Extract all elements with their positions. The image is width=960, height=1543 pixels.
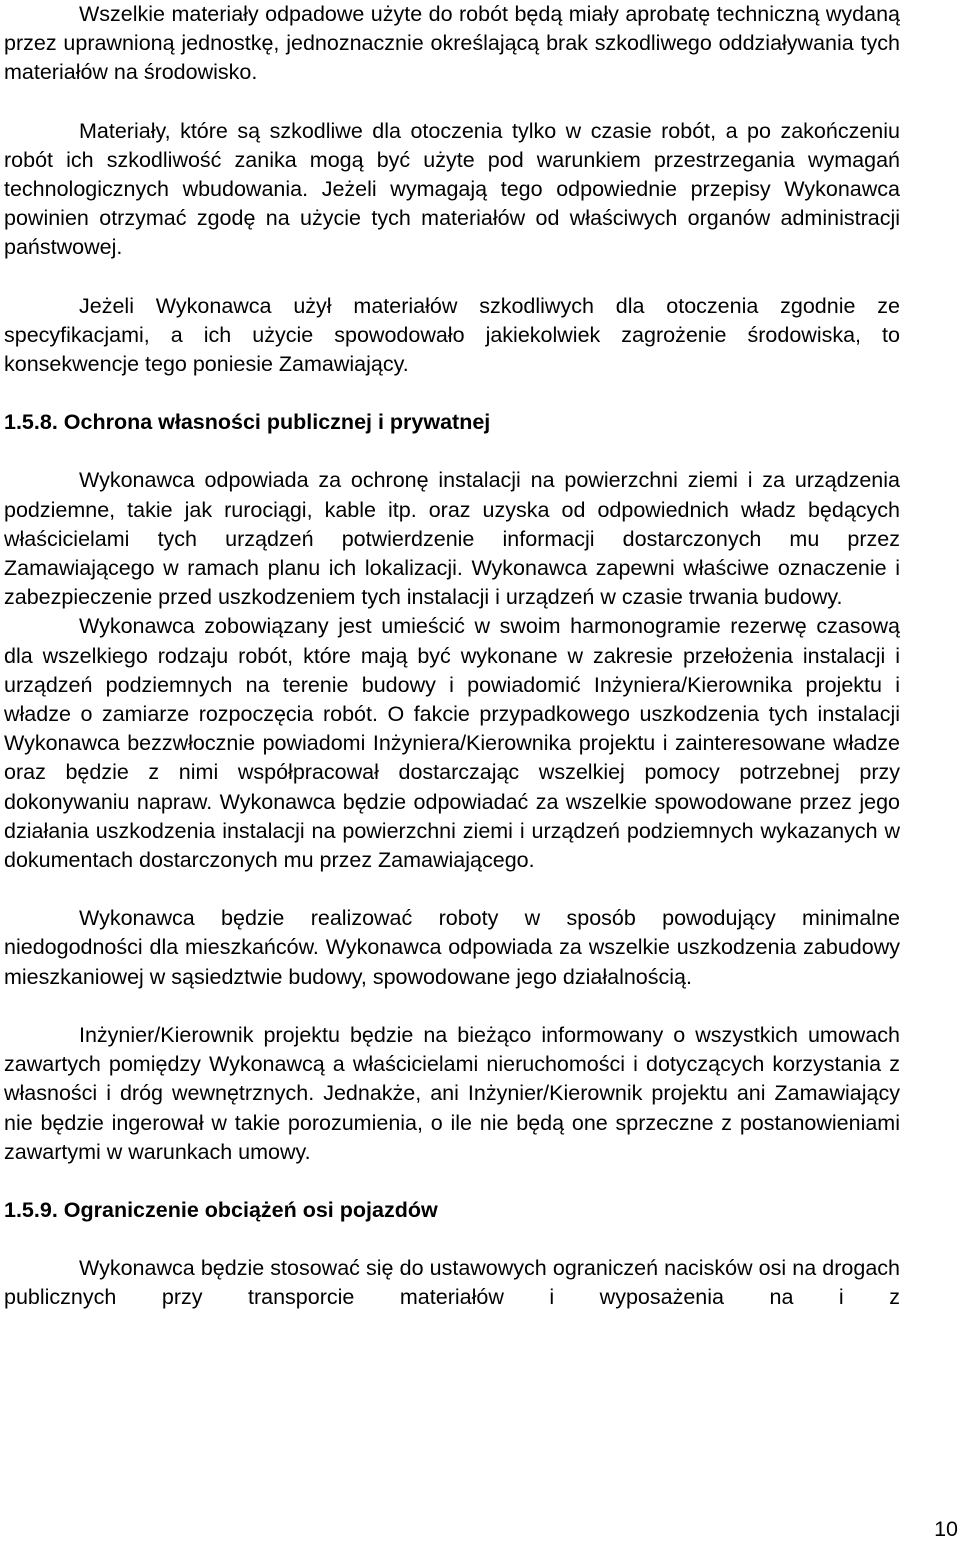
paragraph-waste-materials: Wszelkie materiały odpadowe użyte do robót będą miały aprobatę techniczną wydaną przez uprawnioną jednostkę, jednoznacznie określającą brak szkodliwego oddziaływania tych materiałów na środowisko. (4, 2, 900, 85)
paragraph-axle-load: Wykonawca będzie stosować się do ustawowych ograniczeń nacisków osi na drogach publicznych przy transporcie materiałów i wyposażenia na i z (4, 1256, 900, 1310)
paragraph-consequences: Jeżeli Wykonawca użył materiałów szkodliwych dla otoczenia zgodnie ze specyfikacjami, a ich użycie spowodowało jakiekolwiek zagrożenie środowiska, to konsekwencje tego poniesie Zamawiający. (4, 293, 900, 377)
spacer (4, 437, 900, 466)
spacer (4, 1167, 900, 1196)
section-heading-1-5-9: 1.5.9. Ograniczenie obciążeń osi pojazdów (4, 1197, 438, 1222)
document-page (4, 0, 900, 1313)
spacer (4, 379, 900, 408)
section-heading-1-5-8: 1.5.8. Ochrona własności publicznej i prywatnej (4, 410, 491, 435)
spacer (4, 88, 900, 117)
paragraph-harmful-materials: Materiały, które są szkodliwe dla otoczenia tylko w czasie robót, a po zakończeniu robót ich szkodliwość zanika mogą być użyte pod warunkiem przestrzegania wymagań technologicznych wbudowania. Jeżeli wymagają tego odpowiednie przepisy Wykonawca powinien otrzymać zgodę na użycie tych materiałów od właściwych organów administracji państwowej. (4, 118, 900, 260)
page-number: 10 (934, 1517, 958, 1541)
spacer (4, 263, 900, 292)
spacer (4, 875, 900, 904)
paragraph-installation-protection: Wykonawca odpowiada za ochronę instalacji na powierzchni ziemi i za urządzenia podziemne, takie jak rurociągi, kable itp. oraz uzyska od odpowiednich władz będących właścicielami tych urządzeń potwierdzenie informacji dostarczonych mu przez Zamawiającego w ramach planu ich lokalizacji. Wykonawca zapewni właściwe oznaczenie i zabezpieczenie przed uszkodzeniem tych instalacji i urządzeń w czasie trwania budowy. (4, 468, 900, 610)
spacer (4, 992, 900, 1021)
paragraph-schedule-reserve: Wykonawca zobowiązany jest umieścić w swoim harmonogramie rezerwę czasową dla wszelkiego rodzaju robót, które mają być wykonane w zakresie przełożenia instalacji i urządzeń podziemnych na terenie budowy i powiadomić Inżyniera/Kierownika projektu i władze o zamiarze rozpoczęcia robót. O fakcie przypadkowego uszkodzenia tych instalacji Wykonawca bezzwłocznie powiadomi Inżyniera/Kierownika projektu i zainteresowane władze oraz będzie z nimi współpracował dostarczając wszelkiej pomocy potrzebnej przy dokonywaniu napraw. Wykonawca będzie odpowiadać za wszelkie spowodowane przez jego działania uszkodzenia instalacji na powierzchni ziemi i urządzeń podziemnych wykazanych w dokumentach dostarczonych mu przez Zamawiającego. (4, 614, 900, 873)
paragraph-minimal-inconvenience: Wykonawca będzie realizować roboty w sposób powodujący minimalne niedogodności dla mieszkańców. Wykonawca odpowiada za wszelkie uszkodzenia zabudowy mieszkaniowej w sąsiedztwie budowy, spowodowane jego działalnością. (4, 906, 900, 989)
spacer (4, 1225, 900, 1254)
paragraph-engineer-informed: Inżynier/Kierownik projektu będzie na bieżąco informowany o wszystkich umowach zawartych pomiędzy Wykonawcą a właścicielami nieruchomości i dotyczących korzystania z własności i dróg wewnętrznych. Jednakże, ani Inżynier/Kierownik projektu ani Zamawiający nie będzie ingerował w takie porozumienia, o ile nie będą one sprzeczne z postanowieniami zawartymi w warunkach umowy. (4, 1022, 900, 1164)
